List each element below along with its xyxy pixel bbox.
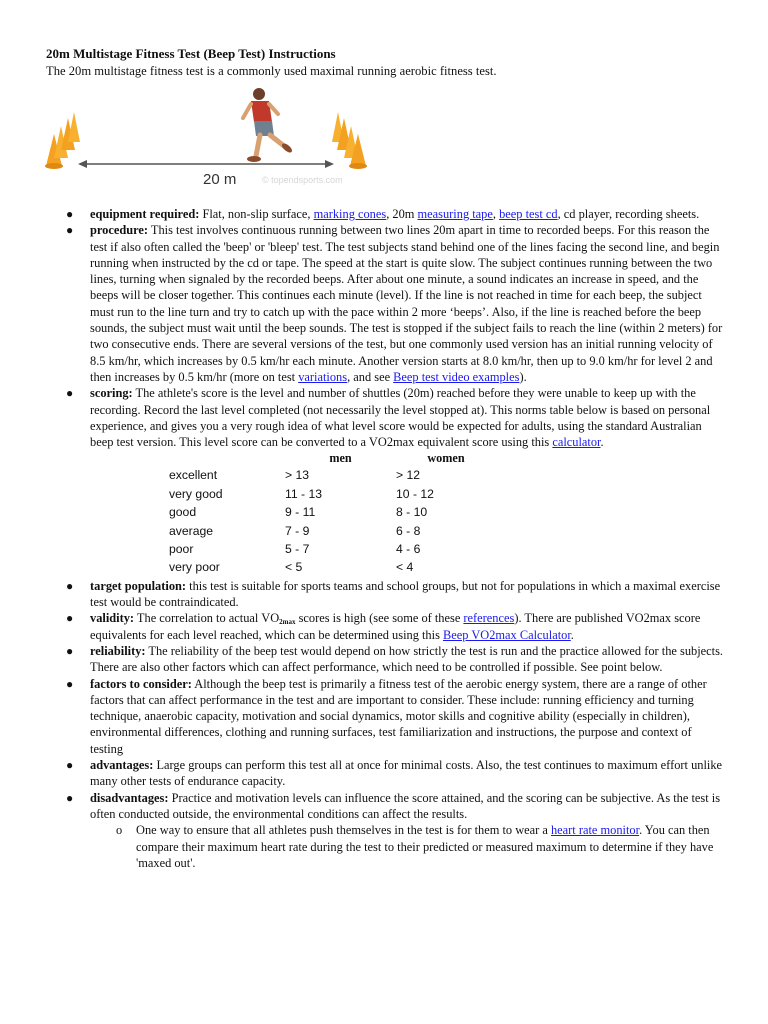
distance-label: 20 m: [203, 171, 237, 188]
table-row: [169, 467, 496, 485]
table-header: women: [427, 451, 465, 466]
table-row: [169, 504, 496, 522]
runner-icon: [243, 88, 294, 162]
table-cell: > 13: [285, 468, 310, 483]
bullet-icon: ●: [66, 676, 74, 691]
list-item-reliability: ● reliability: The reliability of the beep test would depend on how strictly the test is run and the practice allowed for the subjects. There are also other factors which can affect performance, which need to be controlled if possible. See point below.: [66, 643, 724, 675]
table-row: [169, 523, 496, 541]
list-item-validity: ● validity: The correlation to actual $VO_{2max}$ scores is high (see some of these references). There are published VO2max score equivalents for each level reached, which can be determined using this Beep VO2max Calculator.: [66, 611, 701, 642]
marking-cones-link[interactable]: marking cones: [313, 207, 387, 221]
intro-text: The 20m multistage fitness test is a commonly used maximal running aerobic fitness test.: [46, 64, 497, 78]
table-cell: 5 - 7: [285, 542, 310, 557]
list-item-target-population: ● target population: this test is suitable for sports teams and school groups, but not for populations in which a maximal exercise test would be contraindicated.: [66, 578, 721, 610]
list-item-advantages: ● advantages: Large groups can perform this test all at once for minimal costs. Also, the test continues to maximum effort unlike many other tests of endurance capacity.: [66, 758, 723, 789]
distance-arrow: [78, 160, 334, 168]
beep-test-illustration: [40, 84, 380, 194]
table-cell: very poor: [169, 560, 220, 575]
list-item-procedure: ● procedure: This test involves continuous running between two lines 20m apart in time to recorded beeps. For this reason the test if also often called the 'beep' or 'bleep' test. The test subjects stand behind one of the lines facing the second line, and begin running when instructed by the cd or tape. The speed at the start is quite slow. The subject continues running between the two lines, turning when signaled by the recorded beeps. After about one minute, a sound indicates an increase in speed, and the beeps will be closer together. This continues each minute (level). If the line is not reached in time for each beep, the subject must run to the line turn and try to catch up with the pace within 2 more ‘beeps’. Also, if the line is reached before the beep sounds, the subject must wait until the beep sounds. The test is stopped if the subject fails to reach the line (within 2 meters) for two consecutive ends. There are several versions of the test, but one commonly used version has an initial running velocity of 8.5 km/hr, which increases by 0.5 km/hr each minute. Another version starts at 8.0 km/hr, then up to 9.0 km/hr for level 2 and then increases by 0.5 km/hr (more on test variations, and see Beep test video examples).: [66, 223, 723, 384]
calculator-link[interactable]: calculator: [552, 435, 601, 450]
variations-link[interactable]: variations: [298, 369, 348, 384]
bullet-icon: ●: [66, 790, 74, 805]
beep-test-cd-link[interactable]: beep test cd: [499, 207, 558, 221]
list-item-factors: ● factors to consider: Although the beep test is primarily a fitness test of the aerobic energy system, there are a range of other factors that can affect performance in the test and are important to consider. These include: running efficiency and turning technique, anaerobic capacity, motivation and social dynamics, motor skills and cognitive ability (especially in children), environmental differences, clothing and running surfaces, test familiarization and instructions, the purpose and context of testing: [66, 676, 707, 756]
bullet-icon: ●: [66, 207, 74, 221]
bullet-icon: ●: [66, 578, 74, 593]
vo2max-calculator-link[interactable]: Beep VO2max Calculator: [443, 627, 571, 642]
table-cell: 8 - 10: [396, 505, 428, 520]
table-header: men: [329, 451, 352, 466]
table-header-row: [169, 450, 496, 467]
bullet-icon: ●: [66, 643, 74, 658]
list-item-equipment: ● equipment required: Flat, non-slip surface, marking cones, 20m measuring tape, beep test cd, cd player, recording sheets.: [66, 207, 700, 221]
table-cell: very good: [169, 486, 223, 501]
table-row: [169, 486, 496, 504]
table-cell: average: [169, 523, 214, 538]
beep-test-video-link[interactable]: Beep test video examples: [393, 369, 520, 384]
table-cell: excellent: [169, 468, 218, 483]
table-row: [169, 541, 496, 559]
references-link[interactable]: references: [463, 611, 515, 626]
table-cell: 6 - 8: [396, 523, 421, 538]
table-cell: > 12: [396, 468, 421, 483]
table-cell: < 4: [396, 560, 414, 575]
heart-rate-monitor-link[interactable]: heart rate monitor: [550, 823, 640, 838]
bullet-icon: ●: [66, 223, 74, 238]
measuring-tape-link[interactable]: measuring tape: [417, 207, 493, 221]
table-cell: 7 - 9: [285, 523, 310, 538]
table-row: [169, 559, 496, 577]
table-cell: poor: [169, 542, 194, 557]
right-cones-icon: [332, 112, 367, 169]
norms-table: [169, 450, 496, 577]
table-cell: 10 - 12: [396, 486, 434, 501]
watermark-text: © topendsports.com: [262, 175, 343, 185]
bullet-icon: ●: [66, 758, 74, 773]
bullet-icon: ●: [66, 611, 74, 626]
bullet-list: [46, 206, 726, 871]
table-cell: good: [169, 505, 197, 520]
list-item-scoring: ● scoring: The athlete's score is the level and number of shuttles (20m) reached before they were unable to keep up with the recording. Record the last level completed (not necessarily the level stopped at). This norms table below is based on personal experience, and gives you a very rough idea of what level score would be expected for adults, using the standard Australian beep test version. This level score can be converted to a VO2max equivalent score using this calculator.: [66, 386, 711, 450]
left-cones-icon: [45, 112, 80, 169]
hollow-bullet-icon: o: [116, 823, 123, 838]
table-cell: 4 - 6: [396, 542, 421, 557]
table-cell: 11 - 13: [285, 486, 323, 501]
bullet-icon: ●: [66, 386, 74, 401]
sub-list-item-heart-rate: o One way to ensure that all athletes push themselves in the test is for them to wear a heart rate monitor. You can then compare their maximum heart rate during the test to their predicted or measured maximum to determine if they have 'maxed out'.: [116, 823, 714, 870]
page-title: 20m Multistage Fitness Test (Beep Test) Instructions: [46, 46, 336, 61]
table-cell: 9 - 11: [285, 505, 316, 520]
table-header: [169, 450, 285, 467]
table-cell: < 5: [285, 560, 303, 575]
list-item-disadvantages: ● disadvantages: Practice and motivation levels can influence the score attained, and the scoring can be subjective. As the test is often conducted outside, the environmental conditions can affect the results.: [66, 790, 721, 821]
